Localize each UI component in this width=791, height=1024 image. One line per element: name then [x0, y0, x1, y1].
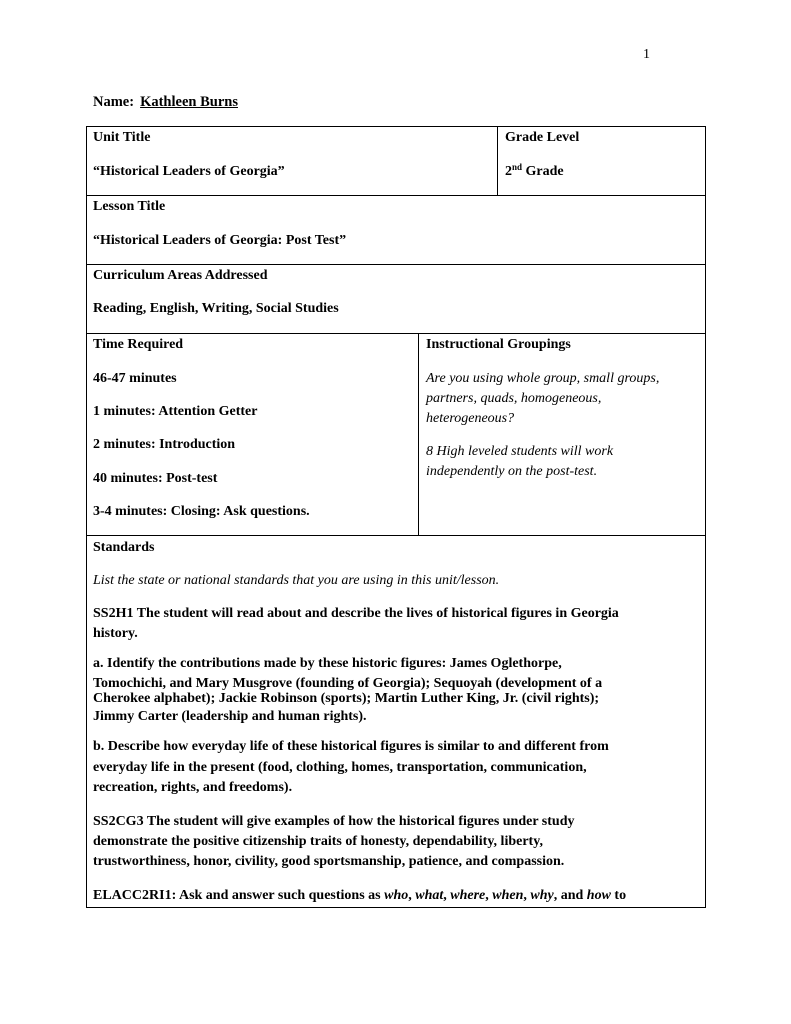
groupings-prompt-line: partners, quads, homogeneous,: [426, 391, 602, 406]
standard-b-line: b. Describe how everyday life of these historical figures is similar to and different from: [93, 739, 609, 754]
divider-row-2: [87, 264, 705, 265]
standards-prompt: List the state or national standards that you are using in this unit/lesson.: [93, 573, 500, 588]
time-item: 40 minutes: Post-test: [93, 471, 218, 486]
groupings-prompt-line: Are you using whole group, small groups,: [426, 371, 660, 386]
elacc-when: when: [492, 888, 524, 903]
standard-elacc2ri1-line: [93, 886, 626, 906]
elacc-where: where: [450, 888, 486, 903]
time-item: 46-47 minutes: [93, 371, 177, 386]
standard-b-line: everyday life in the present (food, clothing, homes, transportation, communication,: [93, 760, 587, 775]
name-label: Name:: [93, 94, 135, 110]
divider-unit-grade: [497, 127, 498, 196]
elacc-how: how: [586, 888, 611, 903]
elacc-sep: , and: [553, 888, 587, 903]
standard-a-line: Tomochichi, and Mary Musgrove (founding of Georgia); Sequoyah (development of a: [93, 676, 603, 691]
divider-row-1: [87, 195, 705, 196]
standard-ss2cg3-line: SS2CG3 The student will give examples of how the historical figures under study: [93, 814, 575, 829]
curriculum-value: Reading, English, Writing, Social Studies: [93, 301, 339, 316]
standard-ss2h1-line: history.: [93, 626, 138, 641]
grade-suffix: nd: [512, 162, 523, 172]
groupings-prompt-line: heterogeneous?: [426, 411, 515, 426]
elacc-who: who: [384, 888, 409, 903]
page-number: 1: [643, 47, 650, 62]
time-item: 1 minutes: Attention Getter: [93, 404, 258, 419]
standard-a-line: a. Identify the contributions made by these historic figures: James Oglethorpe,: [93, 656, 562, 671]
elacc-suffix: to: [610, 888, 627, 903]
grade-number: 2: [505, 164, 512, 179]
groupings-answer-line: 8 High leveled students will work: [426, 444, 614, 459]
curriculum-label: Curriculum Areas Addressed: [93, 268, 268, 283]
groupings-label: Instructional Groupings: [426, 337, 571, 352]
elacc-what: what: [415, 888, 444, 903]
groupings-answer-line: independently on the post-test.: [426, 464, 598, 479]
lesson-plan-table: [86, 126, 706, 908]
elacc-sep: ,: [408, 888, 416, 903]
elacc-sep: ,: [443, 888, 451, 903]
elacc-sep: ,: [485, 888, 493, 903]
unit-title-value: “Historical Leaders of Georgia”: [93, 164, 285, 179]
lesson-title-value: “Historical Leaders of Georgia: Post Test”: [93, 233, 347, 248]
grade-word: Grade: [525, 164, 564, 179]
grade-level-value: [505, 162, 564, 182]
divider-time-groupings: [418, 334, 419, 536]
time-required-label: Time Required: [93, 337, 184, 352]
standard-ss2cg3-line: trustworthiness, honor, civility, good sportsmanship, patience, and compassion.: [93, 854, 565, 869]
divider-row-4: [87, 535, 705, 536]
standard-ss2h1-line: SS2H1 The student will read about and describe the lives of historical figures in Georgia: [93, 606, 619, 621]
unit-title-label: Unit Title: [93, 130, 151, 145]
standard-a-line: Cherokee alphabet); Jackie Robinson (sports); Martin Luther King, Jr. (civil rights);: [93, 691, 600, 706]
elacc-why: why: [530, 888, 554, 903]
time-item: 3-4 minutes: Closing: Ask questions.: [93, 504, 310, 519]
standard-b-line: recreation, rights, and freedoms).: [93, 780, 293, 795]
grade-level-label: Grade Level: [505, 130, 580, 145]
name-value: Kathleen Burns: [140, 94, 238, 110]
standard-a-line: Jimmy Carter (leadership and human rights).: [93, 709, 367, 724]
lesson-title-label: Lesson Title: [93, 199, 166, 214]
elacc-sep: ,: [523, 888, 531, 903]
name-line: [93, 94, 238, 111]
time-item: 2 minutes: Introduction: [93, 437, 236, 452]
elacc-prefix: ELACC2RI1: Ask and answer such questions as: [93, 888, 385, 903]
standards-label: Standards: [93, 540, 155, 555]
standard-ss2cg3-line: demonstrate the positive citizenship traits of honesty, dependability, liberty,: [93, 834, 543, 849]
divider-row-3: [87, 333, 705, 334]
